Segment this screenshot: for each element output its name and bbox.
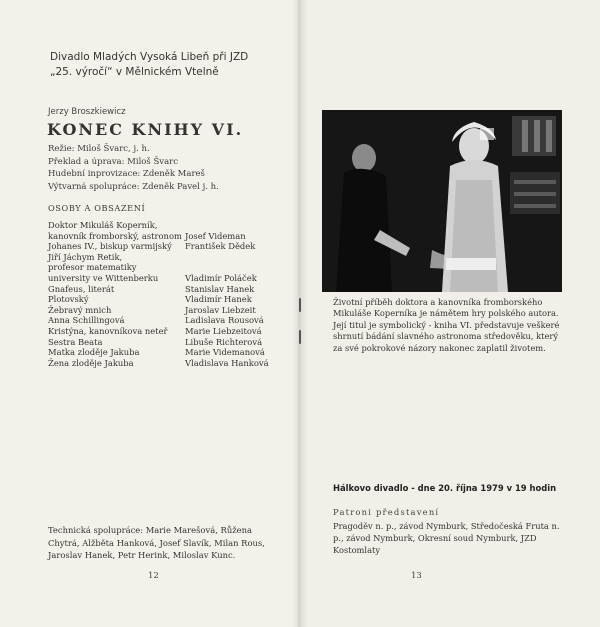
cast-actor: Ladislava Rousová	[185, 315, 264, 326]
patrons-list: Pragoděv n. p., závod Nymburk, Středočeská Fruta n. p., závod Nymburk, Okresní soud Nymburk, JZD Kostomlaty	[333, 521, 560, 555]
cast-actor: František Dědek	[185, 241, 256, 252]
cast-actor: Jaroslav Liebzeit	[185, 304, 256, 315]
performance-info: Hálkovo divadlo - dne 20. října 1979 v 19 hodin	[333, 483, 557, 493]
photo-caption: Životní příběh doktora a kanovníka fromborského Mikuláše Koperníka je námětem hry polského autora. Její titul je symbolický - kniha VI. představuje veškeré shrnutí bádání slavného astronoma středověku, který za své pokrokové názory nakonec zaplatil životem.	[333, 297, 560, 353]
credit-line: Režie: Miloš Švarc, j. h.	[48, 144, 150, 154]
cast-actor: Marie Liebzeitová	[185, 326, 262, 336]
cast-role: Doktor Mikuláš Koperník,	[48, 220, 158, 230]
cast-role: Plotovský	[48, 294, 89, 305]
cast-role: Anna Schillingová	[48, 315, 125, 326]
cast-role: university ve Wittenberku	[48, 273, 159, 283]
cast-heading: OSOBY A OBSAZENÍ	[48, 203, 146, 213]
staple-top	[299, 298, 301, 312]
credit-line: Hudební inprovizace: Zdeněk Mareš	[48, 169, 205, 180]
cast-actor: Vladimír Poláček	[185, 273, 257, 283]
cast-role: Johanes IV., biskup varmijský	[48, 241, 172, 252]
credit-line: Výtvarná spolupráce: Zdeněk Pavel j. h.	[48, 181, 219, 192]
patrons-heading: Patroni představení	[333, 507, 440, 517]
book-gutter	[292, 0, 308, 627]
author-name: Jerzy Broszkiewicz	[48, 107, 126, 117]
staple-bottom	[299, 330, 301, 344]
cast-role: Kristýna, kanovníkova neteř	[48, 326, 168, 336]
cast-role: Gnafeus, literát	[48, 283, 115, 294]
technical-credits: Technická spolupráce: Marie Marešová, Růžena Chytrá, Alžběta Hanková, Josef Slavík, Milan Rous, Jaroslav Hanek, Petr Herink, Miloslav Kunc.	[48, 525, 265, 560]
cast-actor: Stanislav Hanek	[185, 283, 255, 294]
credit-line: Překlad a úprava: Miloš Švarc	[48, 156, 178, 167]
cast-role: Matka zloděje Jakuba	[48, 347, 140, 358]
cast-role: Žebravý mnich	[48, 304, 112, 315]
theatre-line-2: „25. výročí“ v Mělnickém Vtelně	[50, 66, 219, 78]
cast-role: profesor matematiky	[48, 262, 137, 273]
right-page	[300, 0, 600, 627]
left-page	[0, 0, 298, 627]
page-number-right: 13	[411, 571, 422, 581]
theatre-line-1: Divadlo Mladých Vysoká Libeň při JZD	[50, 51, 249, 63]
credits-list	[48, 143, 219, 193]
cast-actor: Libuše Richterová	[185, 336, 263, 347]
cast-actor: Vladislava Hanková	[185, 357, 269, 368]
theatre-heading	[50, 50, 248, 80]
cast-actor: Josef Videman	[185, 230, 246, 241]
stage-photo	[322, 110, 562, 292]
cast-actor: Vladimír Hanek	[185, 294, 252, 305]
cast-role: Žena zloděje Jakuba	[48, 357, 134, 368]
play-title: KONEC KNIHY VI.	[47, 120, 244, 139]
cast-actor: Marie Videmanová	[185, 347, 265, 358]
cast-role: Jiří Jáchym Retik,	[48, 251, 123, 262]
page-number-left: 12	[148, 571, 159, 581]
stage-photo-image	[322, 110, 562, 292]
cast-role: kanovník fromborský, astronom	[48, 230, 182, 241]
cast-role: Sestra Beata	[48, 336, 103, 347]
